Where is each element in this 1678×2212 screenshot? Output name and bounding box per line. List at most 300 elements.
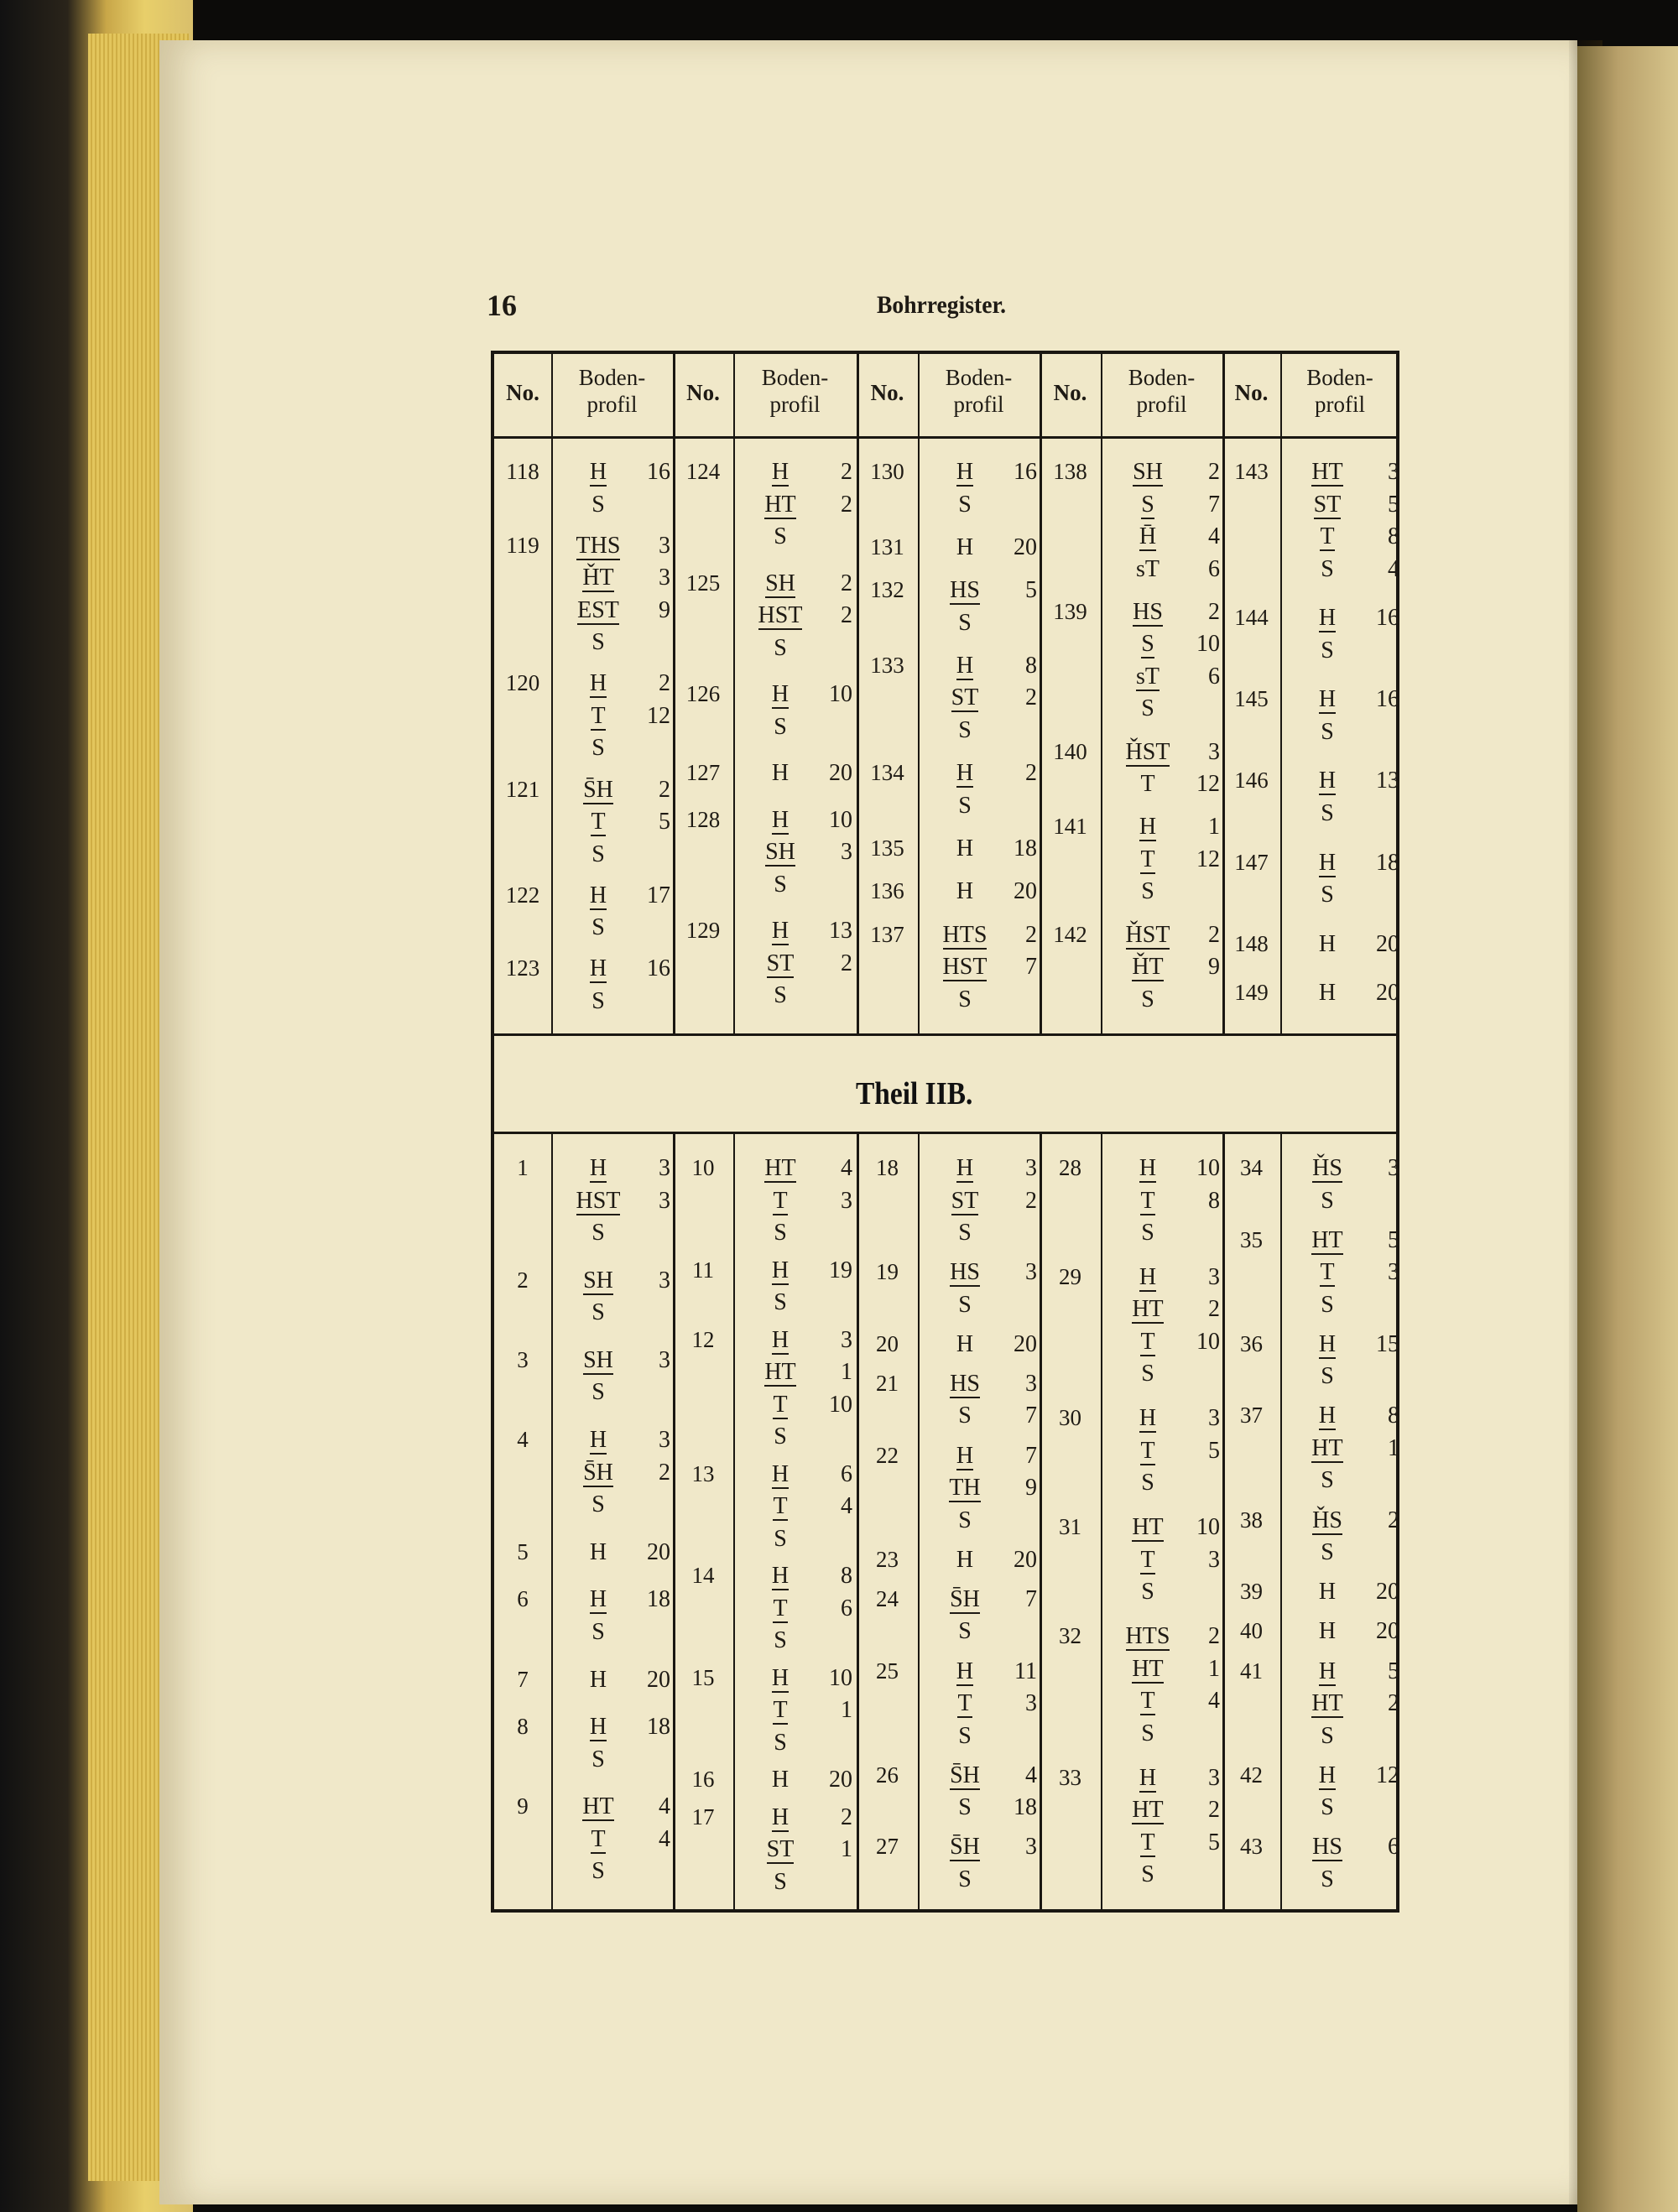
layer-symbol: S (1321, 1187, 1334, 1214)
header-profile-line1: Boden- (578, 365, 646, 390)
header-no: No. (686, 380, 720, 405)
layer-depth: 19 (829, 1257, 852, 1283)
entry-number: 19 (876, 1259, 899, 1285)
profile-line (926, 610, 1037, 637)
layer-symbol: T (1140, 1688, 1155, 1715)
layer-depth: 2 (1025, 684, 1037, 711)
layer-depth: 13 (829, 918, 852, 945)
layer-depth: 3 (1208, 738, 1220, 765)
profile-line (560, 1427, 670, 1454)
entry-number: 20 (876, 1330, 899, 1356)
profile-line (926, 653, 1037, 679)
entry-number: 144 (1234, 605, 1269, 631)
profile-line (1109, 1220, 1220, 1247)
layer-depth: 3 (1025, 1834, 1037, 1861)
entry-number: 2 (517, 1267, 529, 1293)
profile-line (1289, 1403, 1399, 1429)
profile-line (1289, 1292, 1399, 1319)
layer-symbol: H (771, 1257, 789, 1283)
profile-line (742, 635, 852, 662)
layer-symbol: H (589, 882, 607, 908)
profile-line (1289, 1794, 1399, 1821)
profile-line (742, 492, 852, 518)
layer-depth: 1 (841, 1836, 852, 1862)
layer-symbol: S (1141, 1861, 1154, 1888)
profile-line (560, 914, 670, 941)
layer-depth: 2 (841, 491, 852, 518)
layer-symbol: HTS (942, 921, 988, 948)
profile-line (560, 1619, 670, 1646)
profile-line (926, 835, 1037, 862)
layer-symbol: S (958, 1403, 972, 1429)
profile-line (1109, 1188, 1220, 1215)
layer-symbol: T (773, 1391, 788, 1418)
profile-line (742, 570, 852, 597)
layer-symbol: S (1141, 878, 1154, 905)
entry-number: 133 (870, 652, 904, 678)
header-profile-line2: profil (769, 392, 821, 418)
profile-line (926, 1723, 1037, 1750)
entry-number: 22 (876, 1442, 899, 1468)
layer-depth: 3 (1208, 1263, 1220, 1290)
entry-number: 14 (691, 1563, 715, 1588)
layer-symbol: ȞS (1312, 1507, 1342, 1533)
layer-depth: 16 (1014, 459, 1037, 485)
layer-depth: 3 (841, 1187, 852, 1214)
column-rule (551, 1134, 553, 1913)
layer-symbol: HST (576, 1187, 621, 1214)
profile-line (560, 1220, 670, 1247)
layer-symbol: HT (1132, 1296, 1164, 1323)
profile-line (742, 1327, 852, 1354)
entry-number: 129 (685, 918, 721, 944)
profile-line (1109, 846, 1220, 873)
layer-symbol: S (591, 987, 605, 1014)
profile-line (926, 1443, 1037, 1470)
profile-line (1289, 1690, 1399, 1717)
profile-line (742, 1461, 852, 1488)
layer-symbol: sT (1136, 663, 1159, 690)
layer-symbol: HT (764, 1359, 796, 1385)
profile-line (1109, 1861, 1220, 1888)
profile-line (1289, 1363, 1399, 1390)
layer-depth: 20 (1376, 1579, 1399, 1606)
entry-number: 125 (685, 570, 721, 596)
layer-depth: 8 (1388, 1403, 1399, 1429)
column-rule (857, 1134, 859, 1913)
layer-symbol: S (1321, 1363, 1334, 1390)
layer-depth: 2 (1025, 1187, 1037, 1214)
layer-symbol: T (773, 1697, 788, 1723)
profile-line (742, 1526, 852, 1553)
layer-depth: 20 (1014, 1330, 1037, 1357)
profile-line (1109, 1470, 1220, 1496)
layer-depth: 9 (659, 596, 670, 623)
layer-symbol: H (956, 459, 974, 485)
layer-depth: 3 (1208, 1546, 1220, 1573)
profile-line (1109, 1720, 1220, 1747)
layer-depth: 4 (1388, 555, 1399, 582)
layer-depth: 2 (841, 602, 852, 629)
layer-depth: 18 (647, 1714, 670, 1741)
layer-depth: 3 (1025, 1259, 1037, 1286)
profile-line (560, 703, 670, 730)
layer-symbol: EST (577, 596, 619, 623)
part-a-bottom-rule (494, 1033, 1399, 1036)
profile-line (926, 684, 1037, 711)
layer-symbol: H (956, 1658, 974, 1684)
profile-line (560, 597, 670, 624)
header-bodenprofil (1280, 364, 1399, 419)
profile-line (926, 534, 1037, 561)
layer-symbol: S (591, 914, 605, 941)
profile-line (742, 1563, 852, 1590)
entry-number: 32 (1059, 1623, 1081, 1649)
layer-symbol: SH (583, 1346, 613, 1373)
layer-symbol: S̄H (950, 1585, 980, 1612)
profile-line (1289, 686, 1399, 713)
layer-depth: 3 (1388, 1259, 1399, 1286)
layer-symbol: TH (949, 1475, 981, 1502)
profile-line (1289, 931, 1399, 958)
profile-line (1109, 1797, 1220, 1824)
bohrregister-table (491, 351, 1399, 1913)
layer-symbol: H (1139, 1764, 1157, 1791)
layer-depth: 3 (1388, 459, 1399, 485)
profile-line (1109, 1688, 1220, 1715)
column-rule (1280, 354, 1282, 1033)
profile-line (1109, 954, 1220, 981)
entry-number: 21 (876, 1370, 899, 1396)
profile-line (926, 1794, 1037, 1821)
layer-symbol: ȞS (1312, 1155, 1342, 1181)
layer-symbol: H (956, 652, 974, 679)
profile-line (1109, 695, 1220, 722)
profile-line (560, 1714, 670, 1741)
profile-line (560, 459, 670, 486)
layer-symbol: T (773, 1595, 788, 1621)
profile-line (926, 1220, 1037, 1247)
profile-line (1289, 1467, 1399, 1494)
profile-line (742, 807, 852, 834)
profile-line (742, 1665, 852, 1692)
layer-symbol: H (589, 670, 607, 697)
header-no: No. (1053, 380, 1087, 405)
layer-symbol: H (589, 1586, 607, 1613)
entry-number: 15 (691, 1664, 715, 1690)
layer-depth: 11 (1014, 1658, 1037, 1684)
profile-line (742, 918, 852, 945)
entry-number: 8 (517, 1714, 529, 1740)
entry-number: 18 (876, 1155, 899, 1180)
profile-line (1289, 1188, 1399, 1215)
layer-symbol: H (589, 1666, 607, 1693)
entry-number: 34 (1240, 1155, 1263, 1180)
profile-line (1289, 605, 1399, 632)
layer-depth: 2 (659, 1459, 670, 1486)
header-profile-line2: profil (953, 392, 1004, 418)
column-rule (918, 354, 920, 1033)
profile-line (560, 492, 670, 518)
layer-depth: 16 (647, 459, 670, 485)
profile-line (926, 1690, 1037, 1717)
profile-line (1289, 523, 1399, 550)
layer-symbol: S (591, 1379, 605, 1406)
layer-symbol: H (589, 1427, 607, 1453)
layer-symbol: S (958, 792, 972, 819)
entry-number: 126 (685, 681, 721, 707)
profile-line (742, 459, 852, 486)
layer-symbol: HST (758, 602, 803, 629)
layer-symbol: H (771, 806, 789, 833)
layer-depth: 16 (1376, 686, 1399, 713)
column-rule (1280, 1134, 1282, 1913)
layer-symbol: S (1321, 637, 1334, 664)
profile-line (742, 1493, 852, 1520)
layer-symbol: HT (1311, 1226, 1343, 1253)
layer-depth: 3 (1025, 1690, 1037, 1717)
entry-number: 141 (1053, 814, 1087, 840)
layer-depth: 12 (1196, 846, 1220, 872)
profile-line (742, 1869, 852, 1896)
layer-depth: 4 (1208, 1688, 1220, 1715)
profile-line (1109, 1829, 1220, 1856)
profile-line (1289, 980, 1399, 1007)
profile-line (560, 988, 670, 1015)
layer-depth: 20 (1376, 930, 1399, 957)
profile-line (926, 760, 1037, 787)
layer-depth: 9 (1025, 1475, 1037, 1502)
layer-symbol: H (771, 681, 789, 708)
profile-line (560, 1188, 670, 1215)
layer-symbol: ȞST (1125, 738, 1170, 765)
header-profile-line1: Boden- (945, 365, 1013, 390)
layer-symbol: ST (951, 1187, 979, 1214)
profile-line (1109, 771, 1220, 798)
column-rule (733, 1134, 735, 1913)
running-head: Bohrregister. (877, 291, 1007, 319)
profile-line (560, 955, 670, 982)
profile-line (560, 1746, 670, 1773)
layer-symbol: S (958, 1794, 972, 1821)
layer-symbol: T (957, 1690, 972, 1717)
column-rule (918, 1134, 920, 1913)
layer-symbol: HT (1311, 1690, 1343, 1717)
layer-depth: 4 (841, 1493, 852, 1519)
layer-depth: 20 (1376, 980, 1399, 1007)
section-title: Theil IIB. (856, 1076, 973, 1111)
layer-symbol: H (771, 1326, 789, 1353)
column-rule (733, 354, 735, 1033)
profile-line (926, 1331, 1037, 1358)
entry-number: 123 (505, 955, 540, 981)
layer-symbol: S (774, 982, 787, 1009)
layer-depth: 18 (647, 1586, 670, 1613)
profile-line (1289, 1658, 1399, 1685)
profile-line (560, 841, 670, 868)
layer-depth: 13 (1376, 768, 1399, 794)
profile-line (1289, 1834, 1399, 1861)
layer-symbol: H (1139, 1405, 1157, 1432)
entry-number: 11 (692, 1257, 714, 1283)
profile-line (926, 717, 1037, 744)
layer-symbol: sT (1136, 555, 1159, 582)
layer-symbol: T (591, 702, 606, 729)
entry-number: 140 (1053, 738, 1087, 764)
profile-line (560, 1155, 670, 1182)
profile-line (926, 1586, 1037, 1613)
layer-symbol: H (956, 760, 974, 787)
layer-symbol: SH (1133, 459, 1163, 485)
layer-symbol: S (958, 1220, 972, 1246)
entry-number: 122 (505, 882, 540, 908)
entry-number: 149 (1234, 980, 1269, 1006)
layer-depth: 6 (841, 1595, 852, 1621)
layer-symbol: H (589, 1714, 607, 1741)
profile-line (926, 793, 1037, 820)
profile-line (1109, 1623, 1220, 1650)
layer-symbol: HT (1132, 1655, 1164, 1682)
layer-symbol: H (956, 1155, 974, 1181)
profile-line (560, 1826, 670, 1853)
entry-number: 17 (691, 1803, 715, 1829)
entry-number: 121 (505, 776, 540, 802)
layer-depth: 20 (1014, 878, 1037, 905)
layer-depth: 5 (659, 809, 670, 835)
profile-line (926, 1259, 1037, 1286)
layer-symbol: T (1140, 1328, 1155, 1355)
profile-line (742, 602, 852, 629)
layer-symbol: S (958, 1722, 972, 1749)
layer-symbol: T (591, 809, 606, 835)
profile-line (560, 1267, 670, 1294)
header-no: No. (1234, 380, 1269, 405)
profile-line (1109, 1579, 1220, 1606)
entry-number: 35 (1240, 1226, 1263, 1252)
profile-line (1289, 1435, 1399, 1462)
layer-symbol: ȞST (1125, 921, 1170, 948)
profile-line (1109, 1155, 1220, 1182)
profile-line (1109, 492, 1220, 518)
layer-symbol: S (774, 871, 787, 898)
entry-number: 24 (876, 1585, 899, 1611)
profile-line (1109, 1361, 1220, 1387)
layer-depth: 10 (1196, 1328, 1220, 1355)
entry-number: 29 (1059, 1263, 1081, 1289)
layer-depth: 18 (1376, 849, 1399, 876)
layer-symbol: S (1321, 1539, 1334, 1566)
profile-line (560, 1586, 670, 1613)
layer-symbol: S (958, 716, 972, 743)
layer-symbol: S (1141, 491, 1154, 518)
layer-depth: 1 (841, 1697, 852, 1723)
header-profile-line2: profil (586, 392, 638, 418)
profile-line (1109, 1656, 1220, 1683)
layer-depth: 5 (1388, 1226, 1399, 1253)
entry-number: 142 (1053, 921, 1087, 947)
profile-line (560, 1858, 670, 1885)
part-b-top-rule (494, 1132, 1399, 1134)
profile-line (1109, 878, 1220, 905)
profile-line (1289, 800, 1399, 827)
column-rule (1101, 1134, 1102, 1913)
layer-symbol: T (1140, 771, 1155, 798)
layer-symbol: H (771, 1563, 789, 1589)
layer-symbol: S (591, 841, 605, 867)
layer-depth: 20 (829, 1767, 852, 1793)
entry-number: 43 (1240, 1834, 1263, 1860)
profile-line (560, 1793, 670, 1820)
layer-depth: 4 (1025, 1762, 1037, 1788)
layer-symbol: H (956, 533, 974, 560)
profile-line (742, 1627, 852, 1654)
entry-number: 16 (691, 1767, 715, 1792)
profile-line (1289, 882, 1399, 908)
layer-symbol: H (771, 918, 789, 945)
entry-number: 31 (1059, 1514, 1081, 1540)
layer-depth: 20 (1014, 1546, 1037, 1573)
profile-line (926, 986, 1037, 1013)
layer-symbol: H (956, 1330, 974, 1357)
profile-line (742, 950, 852, 977)
layer-depth: 2 (1025, 760, 1037, 787)
profile-line (926, 459, 1037, 486)
layer-depth: 10 (1196, 1514, 1220, 1541)
profile-line (1289, 1227, 1399, 1254)
profile-line (1289, 1331, 1399, 1358)
layer-symbol: S (958, 1507, 972, 1533)
next-page-edge (1577, 46, 1678, 2212)
layer-symbol: S (1321, 1467, 1334, 1494)
layer-symbol: ȞT (582, 565, 614, 591)
layer-symbol: H (589, 955, 607, 982)
layer-symbol: HST (942, 954, 988, 981)
profile-line (742, 1595, 852, 1622)
profile-line (1109, 599, 1220, 626)
profile-line (742, 1220, 852, 1247)
profile-line (560, 1491, 670, 1518)
profile-line (1109, 922, 1220, 949)
layer-symbol: H (1318, 1403, 1337, 1429)
layer-symbol: S (591, 735, 605, 762)
layer-depth: 3 (659, 565, 670, 591)
layer-depth: 20 (829, 760, 852, 787)
layer-symbol: H (1318, 849, 1337, 876)
entry-number: 145 (1234, 686, 1269, 712)
entry-number: 36 (1240, 1330, 1263, 1356)
layer-depth: 4 (659, 1825, 670, 1852)
layer-symbol: S (774, 1220, 787, 1246)
profile-line (926, 1834, 1037, 1861)
layer-depth: 8 (1025, 652, 1037, 679)
profile-line (1109, 1296, 1220, 1323)
layer-depth: 16 (1376, 605, 1399, 632)
layer-depth: 12 (1196, 771, 1220, 798)
profile-line (560, 809, 670, 835)
layer-symbol: H (1318, 768, 1337, 794)
profile-line (926, 1762, 1037, 1789)
layer-symbol: HS (1133, 598, 1163, 625)
layer-depth: 18 (1014, 835, 1037, 862)
profile-line (560, 1347, 670, 1374)
profile-line (742, 982, 852, 1009)
profile-line (1109, 739, 1220, 766)
profile-line (560, 882, 670, 909)
column-rule (1101, 354, 1102, 1033)
entry-number: 30 (1059, 1405, 1081, 1431)
layer-symbol: H (771, 1767, 789, 1793)
layer-symbol: ST (766, 950, 795, 976)
